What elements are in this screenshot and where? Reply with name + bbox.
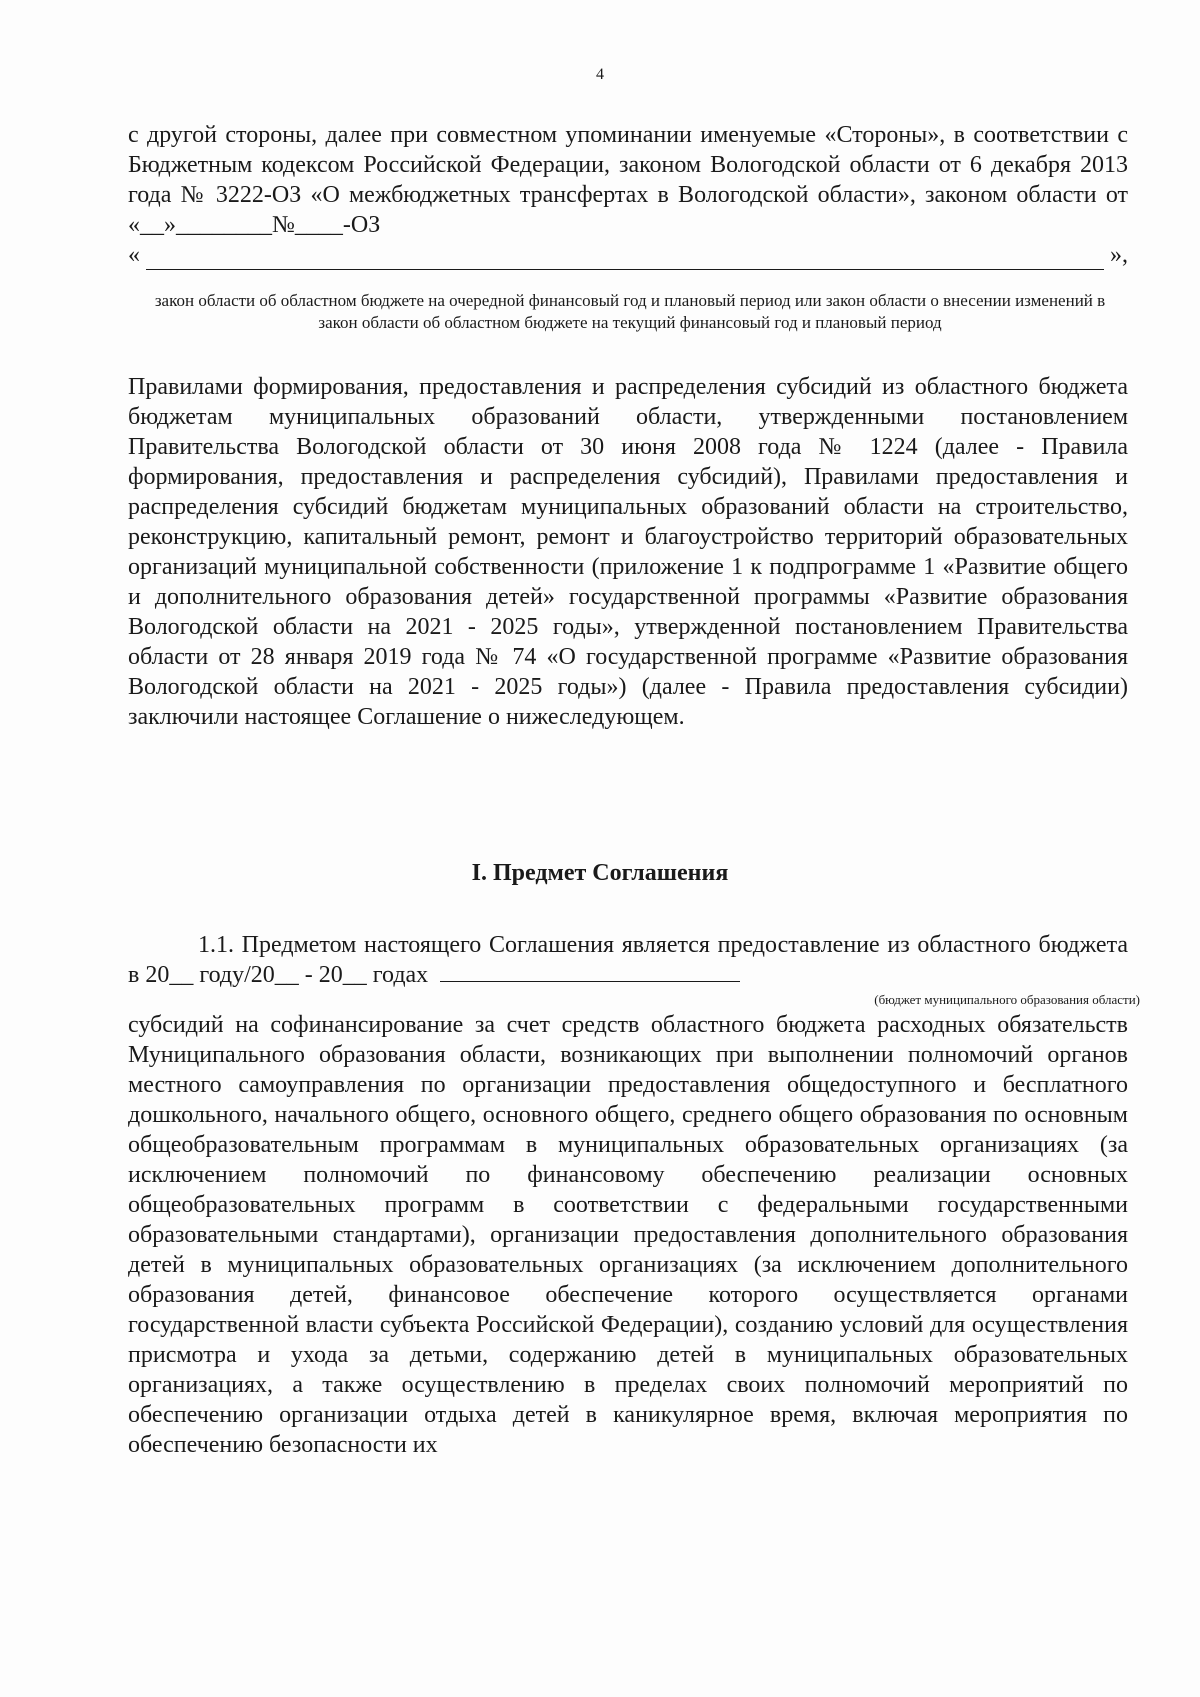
law-footnote: закон области об областном бюджете на очередной финансовый год и плановый период или закон области о внесении изменений в закон области об областном бюджете на текущий финансовый год и плановый период xyxy=(154,291,1106,332)
subsidy-paragraph: субсидий на софинансирование за счет средств областного бюджета расходных обязательств Муниципального образования области, возникающих при выполнении полномочий органов местного самоуправления по организации предоставления общедоступного и бесплатного дошкольного, начального общего, основного общего, среднего общего образования по основным общеобразовательным программам в муниципальных образовательных организациях (за исключением полномочий по финансовому обеспечению реализации основных общеобразовательных программ в соответствии с федеральными государственными образовательными стандартами), организации предоставления дополнительного образования детей в муниципальных образовательных организациях (за исключением дополнительного образования детей, финансовое обеспечение которого осуществляется органами государственной власти субъекта Российской Федерации), созданию условий для осуществления присмотра и ухода за детьми, содержанию детей в муниципальных образовательных организациях, а также осуществлению в пределах своих полномочий мероприятий по обеспечению организации отдыха детей в каникулярное время, включая мероприятия по обеспечению безопасности их xyxy=(128,1012,1128,1458)
page-number: 4 xyxy=(596,66,604,83)
clause-1-1-text: 1.1. Предметом настоящего Соглашения является предоставление из областного бюджета в 20__ году/20__ - 20__ годах xyxy=(128,932,1128,988)
open-quote: « xyxy=(128,242,140,268)
budget-caption: (бюджет муниципального образования области) xyxy=(874,992,1140,1007)
close-quote: », xyxy=(1110,242,1128,268)
rules-paragraph: Правилами формирования, предоставления и распределения субсидий из областного бюджета бюджетам муниципальных образований области, утвержденными постановлением Правительства Вологодской области от 30 июня 2008 года № 1224 (далее - Правила формирования, предоставления и распределения субсидий), Правилами предоставления и распределения субсидий бюджетам муниципальных образований области на строительство, реконструкцию, капитальный ремонт, ремонт и благоустройство территорий образовательных организаций муниципальной собственности (приложение 1 к подпрограмме 1 «Развитие общего и дополнительного образования детей» государственной программы «Развитие образования Вологодской области на 2021 - 2025 годы», утвержденной постановлением Правительства области от 28 января 2019 года № 74 «О государственной программе «Развитие образования Вологодской области на 2021 - 2025 годы») (далее - Правила предоставления субсидии) заключили настоящее Соглашение о нижеследующем. xyxy=(128,374,1128,730)
law-name-blank-line xyxy=(146,247,1104,270)
preamble-paragraph xyxy=(128,120,1128,270)
section-heading: I. Предмет Соглашения xyxy=(471,860,729,886)
clause-1-1 xyxy=(128,930,1128,990)
law-name-blank-row xyxy=(128,240,1128,270)
preamble-text: с другой стороны, далее при совместном упоминании именуемые «Стороны», в соответствии с Бюджетным кодексом Российской Федерации, законом Вологодской области от 6 декабря 2013 года № 3222-ОЗ «О межбюджетных трансфертах в Вологодской области», законом области от «__»________№____-ОЗ xyxy=(128,122,1128,238)
budget-blank-line xyxy=(440,961,740,982)
